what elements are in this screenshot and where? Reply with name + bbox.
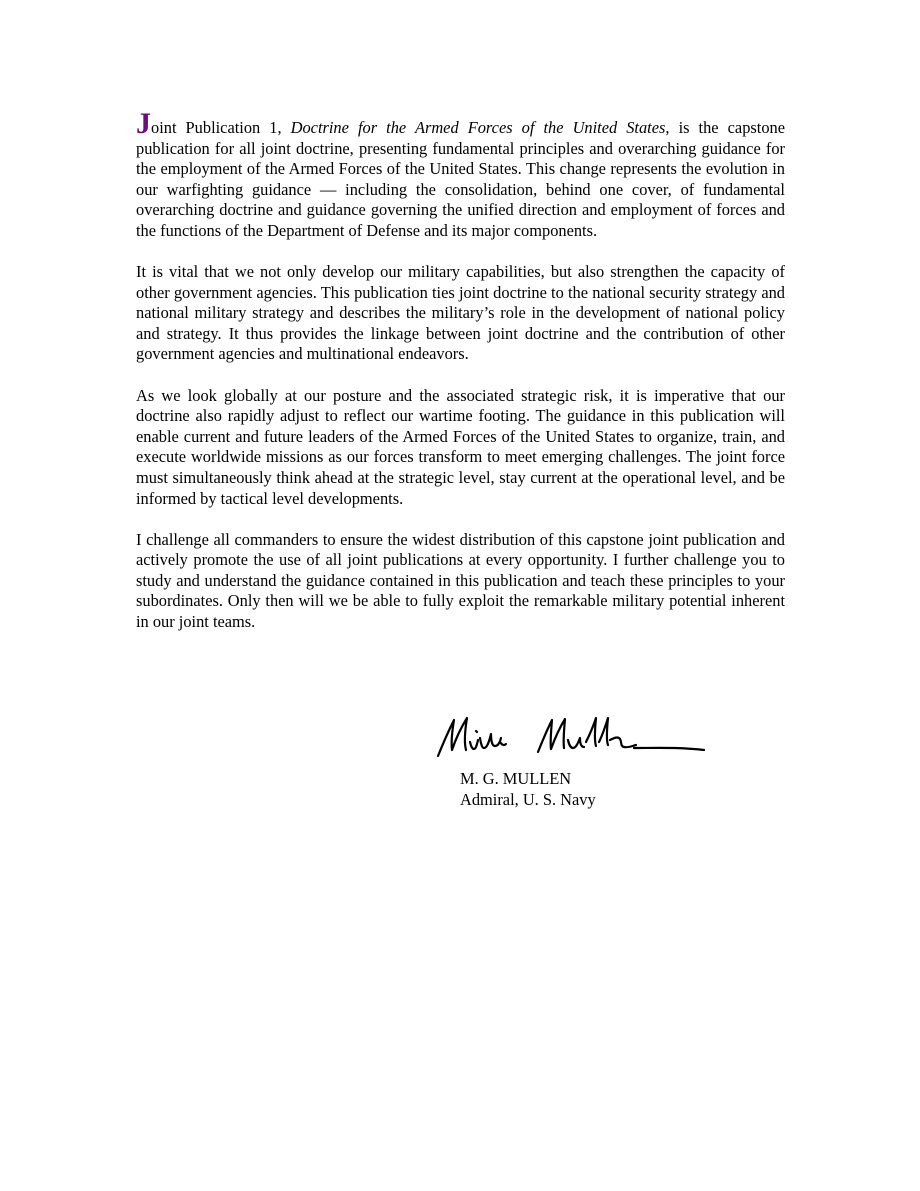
paragraph-1 bbox=[136, 107, 785, 242]
paragraph-2: It is vital that we not only develop our military capabilities, but also strengthen the capacity of other government agencies. This publication ties joint doctrine to the national security strategy and national military strategy and describes the military’s role in the development of national policy and strategy. It thus provides the linkage between joint doctrine and the contribution of other government agencies and multinational endeavors. bbox=[136, 262, 785, 364]
signer-title: Admiral, U. S. Navy bbox=[460, 790, 596, 809]
foreword-body bbox=[136, 107, 785, 653]
dropcap-letter: J bbox=[136, 107, 151, 140]
paragraph-1-rest: , is the capstone publication for all joint doctrine, presenting fundamental principles and overarching guidance for the employment of the Armed Forces of the United States. This change represents the evolution in our warfighting guidance — including the consolidation, behind one cover, of fundamental overarching doctrine and guidance governing the unified direction and employment of forces and the functions of the Department of Defense and its major components. bbox=[136, 118, 785, 240]
paragraph-3: As we look globally at our posture and the associated strategic risk, it is imperative that our doctrine also rapidly adjust to reflect our wartime footing. The guidance in this publication will enable current and future leaders of the Armed Forces of the United States to organize, train, and execute worldwide missions as our forces transform to meet emerging challenges. The joint force must simultaneously think ahead at the strategic level, stay current at the operational level, and be informed by tactical level developments. bbox=[136, 385, 785, 508]
signer bbox=[460, 768, 724, 810]
handwritten-signature-icon bbox=[434, 712, 710, 762]
paragraph-1-lead: oint Publication 1, bbox=[151, 118, 291, 137]
signature-block bbox=[434, 712, 724, 810]
signer-name: M. G. MULLEN bbox=[460, 769, 572, 788]
publication-title: Doctrine for the Armed Forces of the United States bbox=[290, 118, 666, 137]
paragraph-4: I challenge all commanders to ensure the widest distribution of this capstone joint publication and actively promote the use of all joint publications at every opportunity. I further challenge you to study and understand the guidance contained in this publication and teach these principles to your subordinates. Only then will we be able to fully exploit the remarkable military potential inherent in our joint teams. bbox=[136, 529, 785, 631]
